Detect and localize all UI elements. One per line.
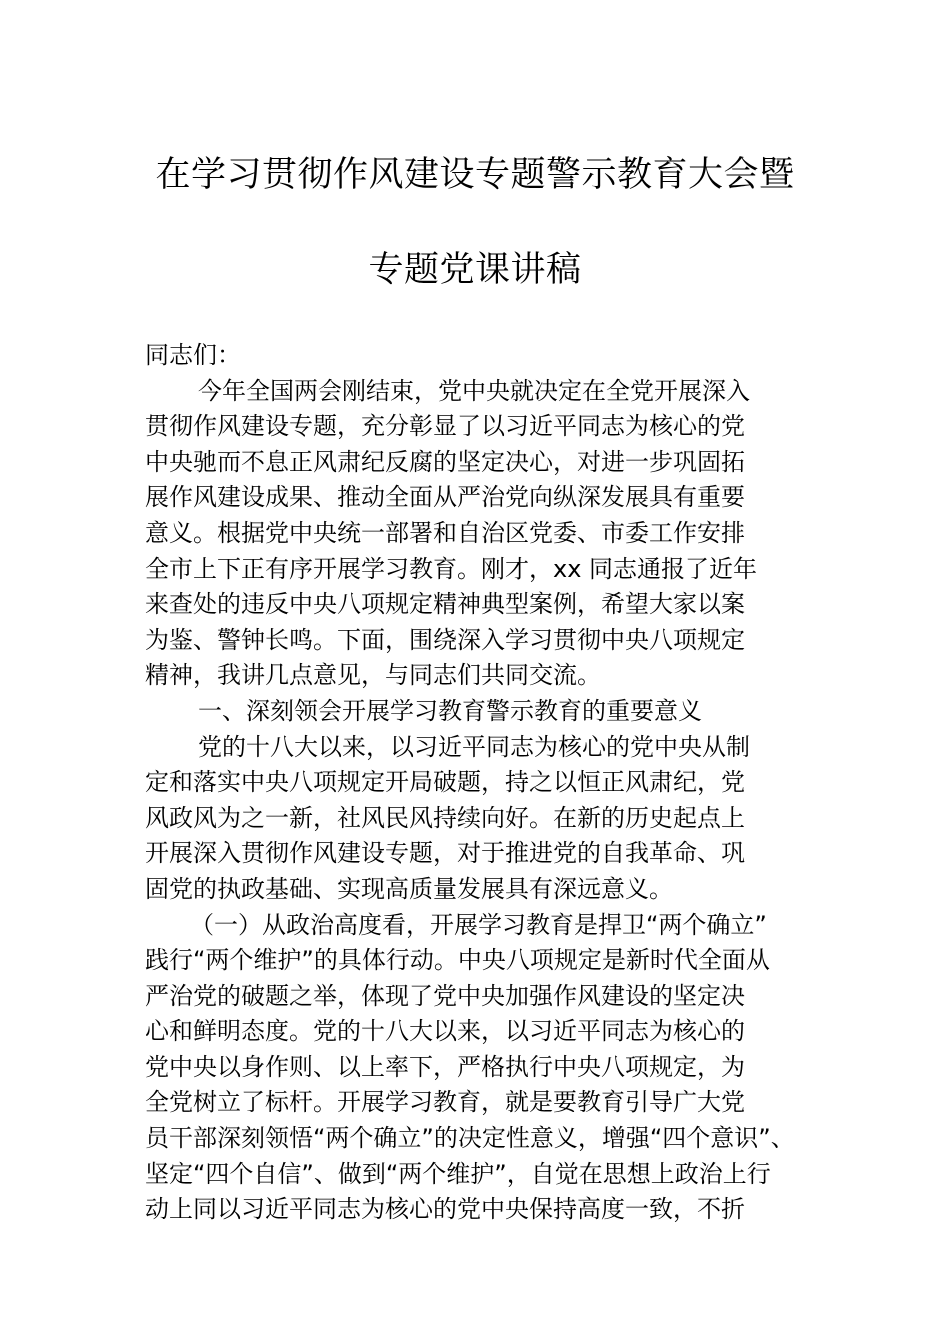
text-line: 党的十八大以来，以习近平同志为核心的党中央从制 [198,732,750,761]
text-line: 全党树立了标杆。开展学习教育，就是要教育引导广大党 [145,1088,745,1117]
text-line: 心和鲜明态度。党的十八大以来，以习近平同志为核心的 [145,1017,745,1046]
text-line: 意义。根据党中央统一部署和自治区党委、市委工作安排 [145,518,745,547]
text-line: 风政风为之一新，社风民风持续向好。在新的历史起点上 [145,803,745,832]
text-line: 动上同以习近平同志为核心的党中央保持高度一致，不折 [145,1195,745,1224]
text-line: 开展深入贯彻作风建设专题，对于推进党的自我革命、巩 [145,839,745,868]
text-line: 全市上下正有序开展学习教育。刚才，xx 同志通报了近年 [145,554,758,583]
text-line: 今年全国两会刚结束，党中央就决定在全党开展深入 [198,376,750,405]
document-title-line-1: 在学习贯彻作风建设专题警示教育大会暨 [155,155,795,195]
text-line: 员干部深刻领悟“两个确立”的决定性意义，增强“四个意识”、 [145,1124,795,1153]
document-body [145,338,810,1228]
text-line: 定和落实中央八项规定开局破题，持之以恒正风肃纪，党 [145,768,745,797]
text-line: 固党的执政基础、实现高质量发展具有深远意义。 [145,874,673,903]
text-line: 展作风建设成果、推动全面从严治党向纵深发展具有重要 [145,483,745,512]
text-line: 严治党的破题之举，体现了党中央加强作风建设的坚定决 [145,981,745,1010]
subsection-line: （一）从政治高度看，开展学习教育是捍卫“两个确立” [190,910,767,939]
text-line: 践行“两个维护”的具体行动。中央八项规定是新时代全面从 [145,946,770,975]
section-heading: 一、深刻领会开展学习教育警示教育的重要意义 [198,696,702,725]
salutation: 同志们： [145,341,241,369]
text-line: 中央驰而不息正风肃纪反腐的坚定决心，对进一步巩固拓 [145,447,745,476]
text-line: 来查处的违反中央八项规定精神典型案例，希望大家以案 [145,590,745,619]
document-title-line-2: 专题党课讲稿 [368,250,582,290]
text-line: 坚定“四个自信”、做到“两个维护”，自觉在思想上政治上行 [145,1159,771,1188]
text-line: 精神，我讲几点意见，与同志们共同交流。 [145,661,601,690]
text-line: 贯彻作风建设专题，充分彰显了以习近平同志为核心的党 [145,412,745,441]
text-line: 为鉴、警钟长鸣。下面，围绕深入学习贯彻中央八项规定 [145,625,745,654]
text-line: 党中央以身作则、以上率下，严格执行中央八项规定，为 [145,1052,745,1081]
